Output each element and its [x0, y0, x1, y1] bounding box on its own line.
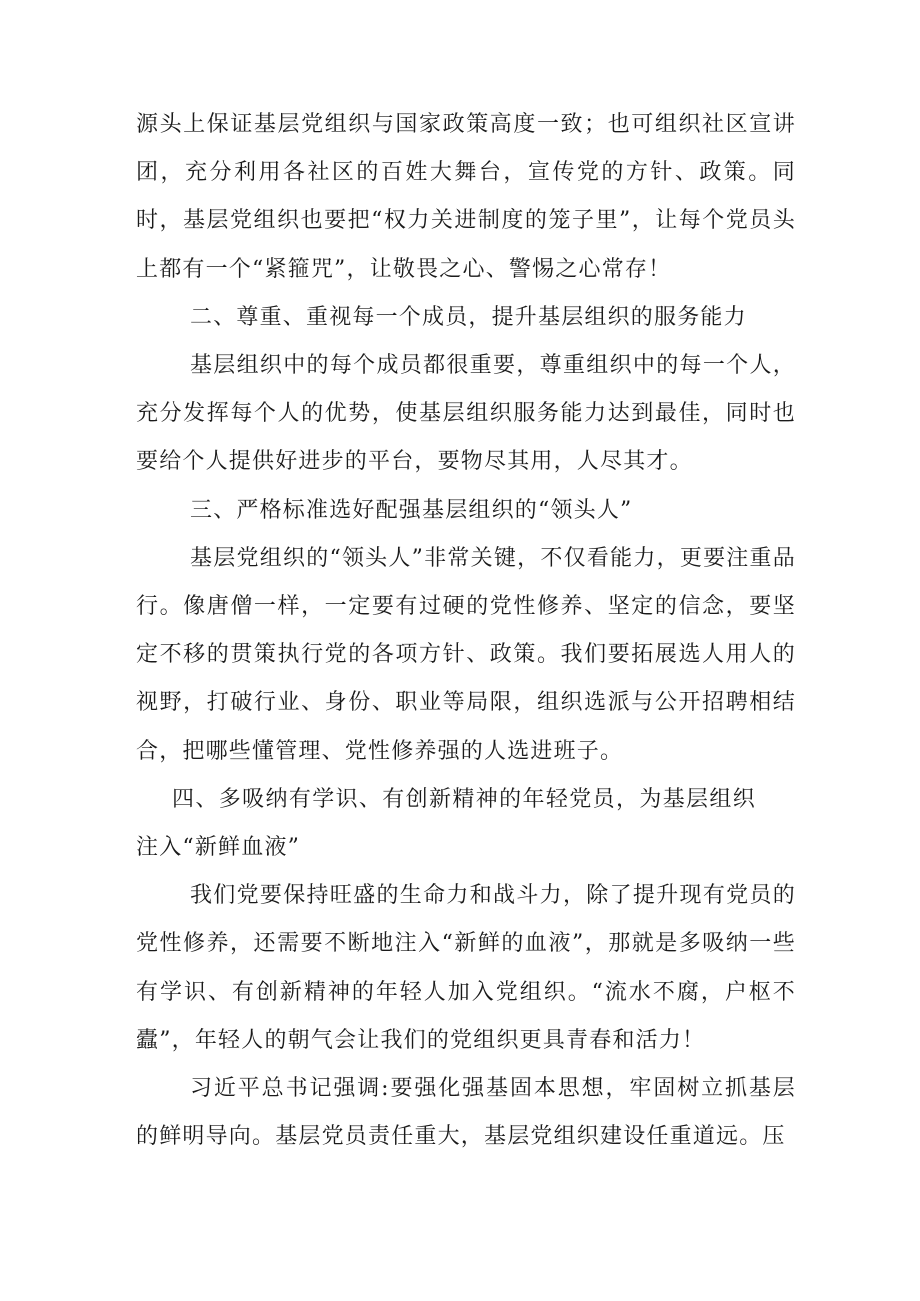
section-heading-3: 三、严格标准选好配强基层组织的“领头人” — [190, 497, 633, 523]
paragraph-body: 基层党组织的“领头人”非常关键，不仅看能力，更要注重品行。像唐僧一样，一定要有过硬的党性修养、坚定的信念，要坚定不移的贯策执行党的各项方针、政策。我们要拓展选人用人的视野，打破行业、身份、职业等局限，组织选派与公开招聘相结合，把哪些懂管理、党性修养强的人选进班子。 — [136, 545, 796, 764]
section-heading-2: 二、尊重、重视每一个成员，提升基层组织的服务能力 — [190, 304, 747, 330]
paragraph-body: 习近平总书记强调:要强化强基固本思想，牢固树立抓基层的鲜明导向。基层党员责任重大，基层党组织建设任重道远。压 — [136, 1076, 796, 1150]
section-heading-4: 四、多吸纳有学识、有创新精神的年轻党员，为基层组织注入“新鲜血液” — [136, 786, 756, 861]
paragraph-body: 基层组织中的每个成员都很重要，尊重组织中的每一个人，充分发挥每个人的优势，使基层组织服务能力达到最佳，同时也要给个人提供好进步的平台，要物尽其用，人尽其才。 — [136, 353, 796, 475]
paragraph-body: 我们党要保持旺盛的生命力和战斗力，除了提升现有党员的党性修养，还需要不断地注入“新鲜的血液”，那就是多吸纳一些有学识、有创新精神的年轻人加入党组织。“流水不腐，户枢不蠹”，年轻人的朝气会让我们的党组织更具青春和活力！ — [136, 883, 796, 1053]
paragraph-continuation: 源头上保证基层党组织与国家政策高度一致；也可组织社区宣讲团，充分利用各社区的百姓大舞台，宣传党的方针、政策。同时，基层党组织也要把“权力关进制度的笼子里”，让每个党员头上都有一个“紧箍咒”，让敬畏之心、警惕之心常存！ — [136, 112, 796, 282]
document-body — [136, 101, 796, 1161]
